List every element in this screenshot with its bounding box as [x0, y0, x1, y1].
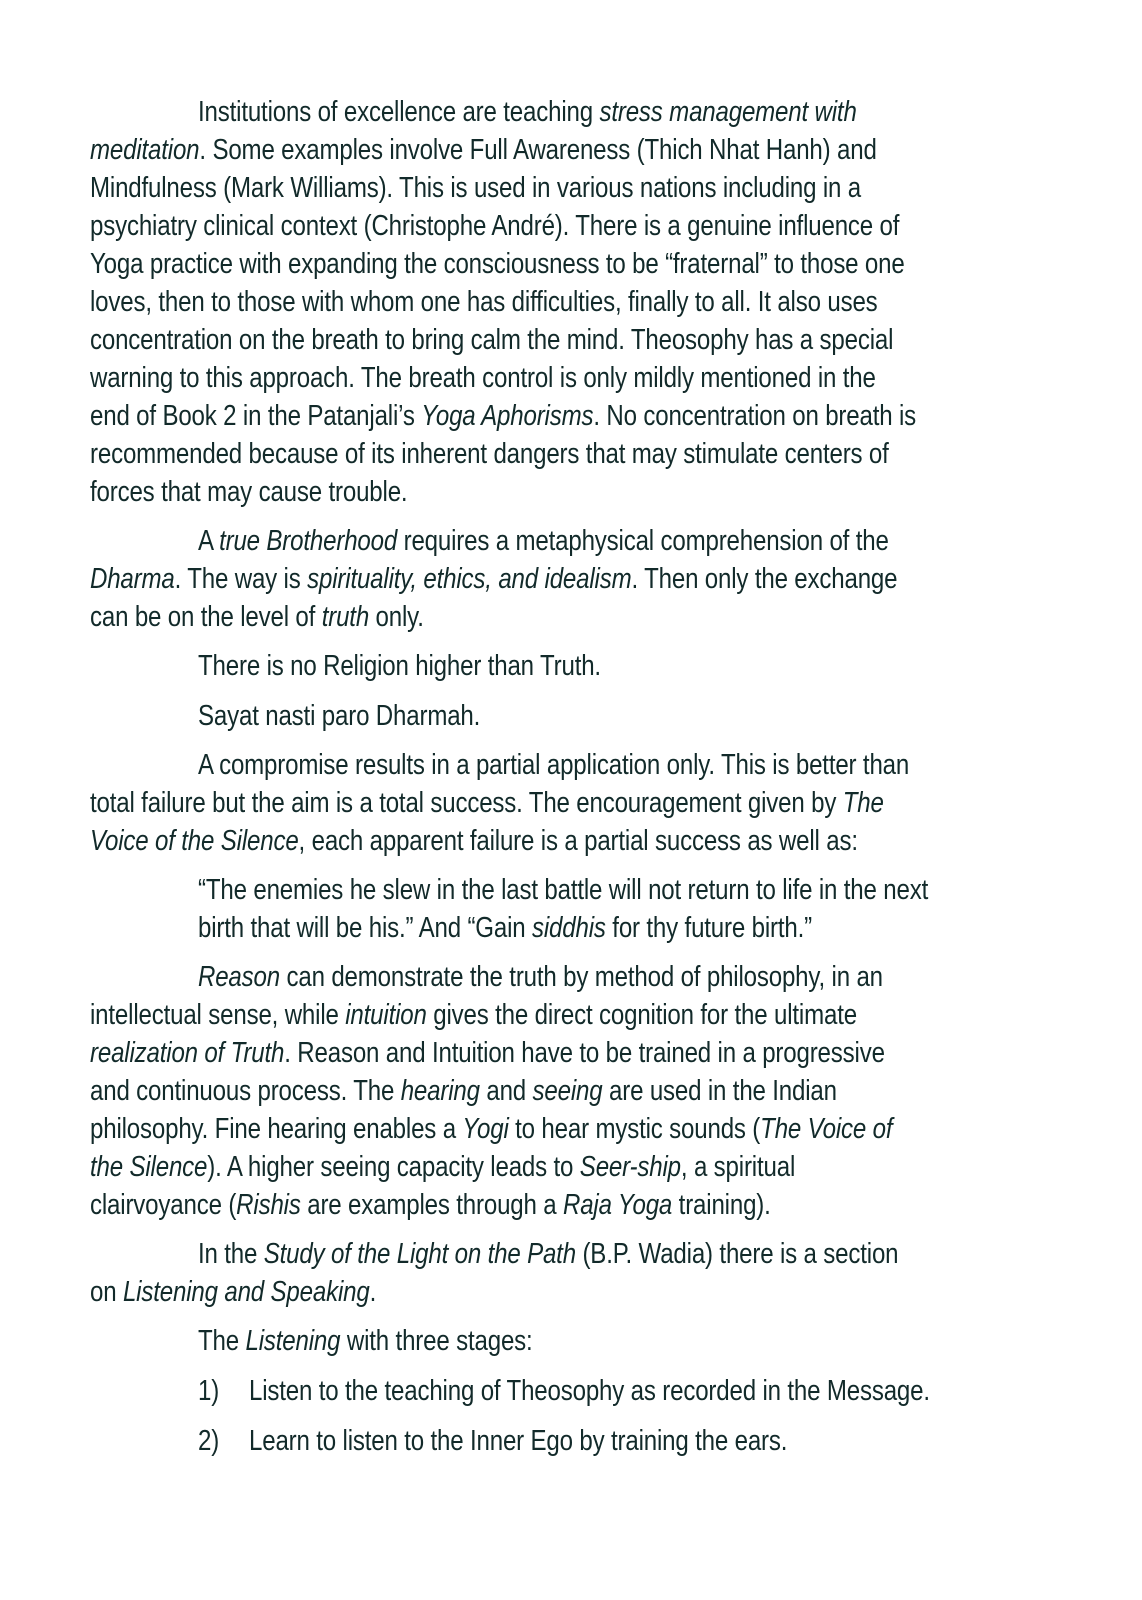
text-segment: end of Book 2 in the Patanjali’s: [90, 400, 422, 432]
italic-text: Study of the Light on the Path: [263, 1238, 576, 1270]
text-line: [198, 910, 812, 946]
text-line: [90, 246, 905, 282]
text-segment: Listen to the teaching of Theosophy as recorded in the Message.: [249, 1375, 930, 1407]
text-segment: loves, then to those with whom one has difficulties, finally to all. It also uses: [90, 286, 878, 318]
text-segment: total failure but the aim is a total success. The encouragement given by: [90, 787, 843, 819]
text-segment: forces that may cause trouble.: [90, 476, 408, 508]
italic-text: The Voice of: [760, 1113, 893, 1145]
italic-text: Yoga Aphorisms: [421, 400, 594, 432]
text-segment: birth that will be his.” And “Gain: [198, 912, 533, 944]
text-line: [90, 561, 897, 597]
italic-text: the Silence: [90, 1151, 208, 1183]
text-line: [90, 208, 899, 244]
text-segment: are used in the Indian: [602, 1075, 837, 1107]
italic-text: seeing: [532, 1075, 603, 1107]
text-segment: Learn to listen to the Inner Ego by training the ears.: [249, 1425, 788, 1457]
italic-text: hearing: [400, 1075, 480, 1107]
text-line: [90, 474, 407, 510]
text-line: [90, 1111, 892, 1147]
text-segment: ). A higher seeing capacity leads to: [207, 1151, 580, 1183]
text-line: [90, 997, 857, 1033]
text-line: [198, 872, 928, 908]
text-segment: requires a metaphysical comprehension of the: [397, 525, 889, 557]
text-segment: recommended because of its inherent dangers that may stimulate centers of: [90, 438, 889, 470]
text-segment: 1): [198, 1375, 220, 1407]
italic-text: stress management with: [599, 96, 857, 128]
text-line: [198, 1323, 533, 1359]
text-segment: . No concentration on breath is: [593, 400, 917, 432]
text-segment: . Reason and Intuition have to be trained in a progressive: [284, 1037, 885, 1069]
italic-text: Listening and Speaking: [122, 1276, 370, 1308]
italic-text: Rishis: [236, 1189, 301, 1221]
text-line: [90, 170, 861, 206]
italic-text: true Brotherhood: [219, 525, 398, 557]
text-line: [249, 1373, 930, 1409]
italic-text: truth: [321, 601, 370, 633]
italic-text: siddhis: [532, 912, 606, 944]
italic-text: meditation: [90, 134, 200, 166]
text-line: [249, 1423, 787, 1459]
text-line: [198, 1373, 219, 1409]
text-line: [90, 1187, 771, 1223]
text-segment: .: [369, 1276, 377, 1308]
text-segment: Sayat nasti paro Dharmah.: [198, 700, 481, 732]
text-line: [198, 94, 857, 130]
text-line: [90, 360, 876, 396]
text-segment: can be on the level of: [90, 601, 322, 633]
text-segment: , each apparent failure is a partial success as well as:: [298, 825, 858, 857]
text-segment: intellectual sense, while: [90, 999, 346, 1031]
text-segment: clairvoyance (: [90, 1189, 237, 1221]
text-segment: The: [198, 1325, 246, 1357]
italic-text: intuition: [345, 999, 427, 1031]
italic-text: Listening: [245, 1325, 341, 1357]
text-segment: on: [90, 1276, 123, 1308]
text-line: [90, 284, 878, 320]
text-line: [90, 785, 884, 821]
text-line: [90, 398, 916, 434]
italic-text: Reason: [198, 961, 280, 993]
text-segment: , a spiritual: [680, 1151, 796, 1183]
text-line: [90, 1035, 885, 1071]
text-line: [198, 698, 480, 734]
text-line: [90, 1073, 837, 1109]
text-segment: warning to this approach. The breath control is only mildly mentioned in the: [90, 362, 876, 394]
text-line: [90, 1149, 795, 1185]
italic-text: Yogi: [462, 1113, 509, 1145]
italic-text: The: [842, 787, 884, 819]
text-segment: Yoga practice with expanding the consciousness to be “fraternal” to those one: [90, 248, 905, 280]
italic-text: Raja Yoga: [562, 1189, 673, 1221]
text-segment: gives the direct cognition for the ultimate: [426, 999, 857, 1031]
text-line: [198, 747, 909, 783]
text-line: [198, 959, 883, 995]
text-line: [90, 823, 858, 859]
italic-text: spirituality, ethics, and idealism: [307, 563, 632, 595]
text-segment: Institutions of excellence are teaching: [198, 96, 600, 128]
text-line: [90, 436, 889, 472]
text-segment: to hear mystic sounds (: [508, 1113, 761, 1145]
text-line: [90, 599, 424, 635]
text-segment: A: [198, 525, 220, 557]
text-segment: psychiatry clinical context (Christophe André). There is a genuine influence of: [90, 210, 900, 242]
text-segment: . Then only the exchange: [631, 563, 898, 595]
text-line: [198, 1236, 898, 1272]
italic-text: Seer-ship: [579, 1151, 681, 1183]
text-segment: philosophy. Fine hearing enables a: [90, 1113, 463, 1145]
text-line: [198, 648, 601, 684]
text-segment: can demonstrate the truth by method of philosophy, in an: [279, 961, 883, 993]
text-line: [198, 1423, 219, 1459]
text-segment: and continuous process. The: [90, 1075, 401, 1107]
text-segment: (B.P. Wadia) there is a section: [575, 1238, 899, 1270]
text-segment: . The way is: [174, 563, 308, 595]
italic-text: Dharma: [90, 563, 175, 595]
text-segment: In the: [198, 1238, 264, 1270]
text-segment: “The enemies he slew in the last battle will not return to life in the next: [198, 874, 929, 906]
text-segment: for thy future birth.”: [605, 912, 812, 944]
text-segment: concentration on the breath to bring calm the mind. Theosophy has a special: [90, 324, 894, 356]
text-segment: A compromise results in a partial application only. This is better than: [198, 749, 910, 781]
text-line: [198, 523, 889, 559]
italic-text: Voice of the Silence: [90, 825, 299, 857]
text-segment: . Some examples involve Full Awareness (Thich Nhat Hanh) and: [199, 134, 877, 166]
text-segment: Mindfulness (Mark Williams). This is used in various nations including in a: [90, 172, 862, 204]
text-segment: are examples through a: [300, 1189, 563, 1221]
text-line: [90, 322, 893, 358]
text-line: [90, 1274, 376, 1310]
text-segment: with three stages:: [340, 1325, 533, 1357]
text-line: [90, 132, 877, 168]
text-segment: training).: [672, 1189, 771, 1221]
text-segment: 2): [198, 1425, 220, 1457]
text-segment: and: [479, 1075, 533, 1107]
italic-text: realization of Truth: [90, 1037, 285, 1069]
text-segment: There is no Religion higher than Truth.: [198, 650, 601, 682]
text-segment: only.: [369, 601, 424, 633]
